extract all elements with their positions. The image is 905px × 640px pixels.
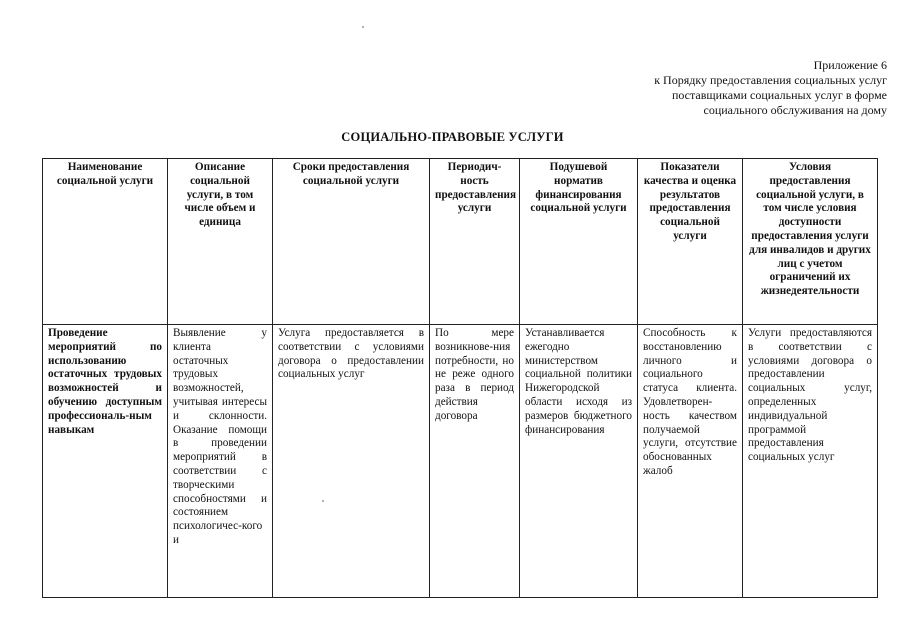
service-periodicity-cell: По мере возникнове-ния потребности, но не реже одного раза в период действия договора	[430, 325, 520, 598]
column-header: Периодич-ность предоставления услуги	[430, 159, 520, 325]
service-quality-cell: Способность к восстановлению личного и социального статуса клиента. Удовлетворен-ность качеством получаемой услуги, отсутствие обоснованных жалоб	[638, 325, 743, 598]
service-name-cell: Проведение мероприятий по использованию остаточных трудовых возможностей и обучению доступным профессиональ-ным навыкам	[43, 325, 168, 598]
column-header: Описание социальной услуги, в том числе объем и единица	[168, 159, 273, 325]
services-table	[42, 158, 878, 598]
scan-speck	[362, 26, 364, 28]
header-line: Приложение 6	[813, 58, 887, 72]
service-financing-cell: Устанавливается ежегодно министерством социальной политики Нижегородской области исходя из размеров бюджетного финансирования	[520, 325, 638, 598]
column-header: Наименование социальной услуги	[43, 159, 168, 325]
header-line: социального обслуживания на дому	[703, 103, 887, 117]
column-header: Условия предоставления социальной услуги, в том числе условия доступности предоставления услуги для инвалидов и других лиц с учетом ограничений их жизнедеятельности	[743, 159, 878, 325]
service-terms-cell: Услуга предоставляется в соответствии с условиями договора о предоставлении социальных услуг	[273, 325, 430, 598]
service-conditions-cell: Услуги предоставляются в соответствии с условиями договора о предоставлении социальных услуг, определенных индивидуальной программой предоставления социальных услуг	[743, 325, 878, 598]
document-title: СОЦИАЛЬНО-ПРАВОВЫЕ УСЛУГИ	[341, 130, 564, 144]
table-row	[43, 325, 878, 598]
header-line: к Порядку предоставления социальных услуг	[654, 73, 887, 87]
column-header: Сроки предоставления социальной услуги	[273, 159, 430, 325]
scan-speck	[322, 500, 324, 502]
header-line: поставщиками социальных услуг в форме	[671, 88, 887, 102]
table-header-row	[43, 159, 878, 325]
column-header: Подушевой норматив финансирования социальной услуги	[520, 159, 638, 325]
document-header	[527, 58, 887, 118]
service-description-cell: Выявление у клиента остаточных трудовых возможностей, учитывая интересы и склонности. Оказание помощи в проведении мероприятий в соответствии с творческими способностями и состоянием психологичес-кого и	[168, 325, 273, 598]
column-header: Показатели качества и оценка результатов предоставления социальной услуги	[638, 159, 743, 325]
